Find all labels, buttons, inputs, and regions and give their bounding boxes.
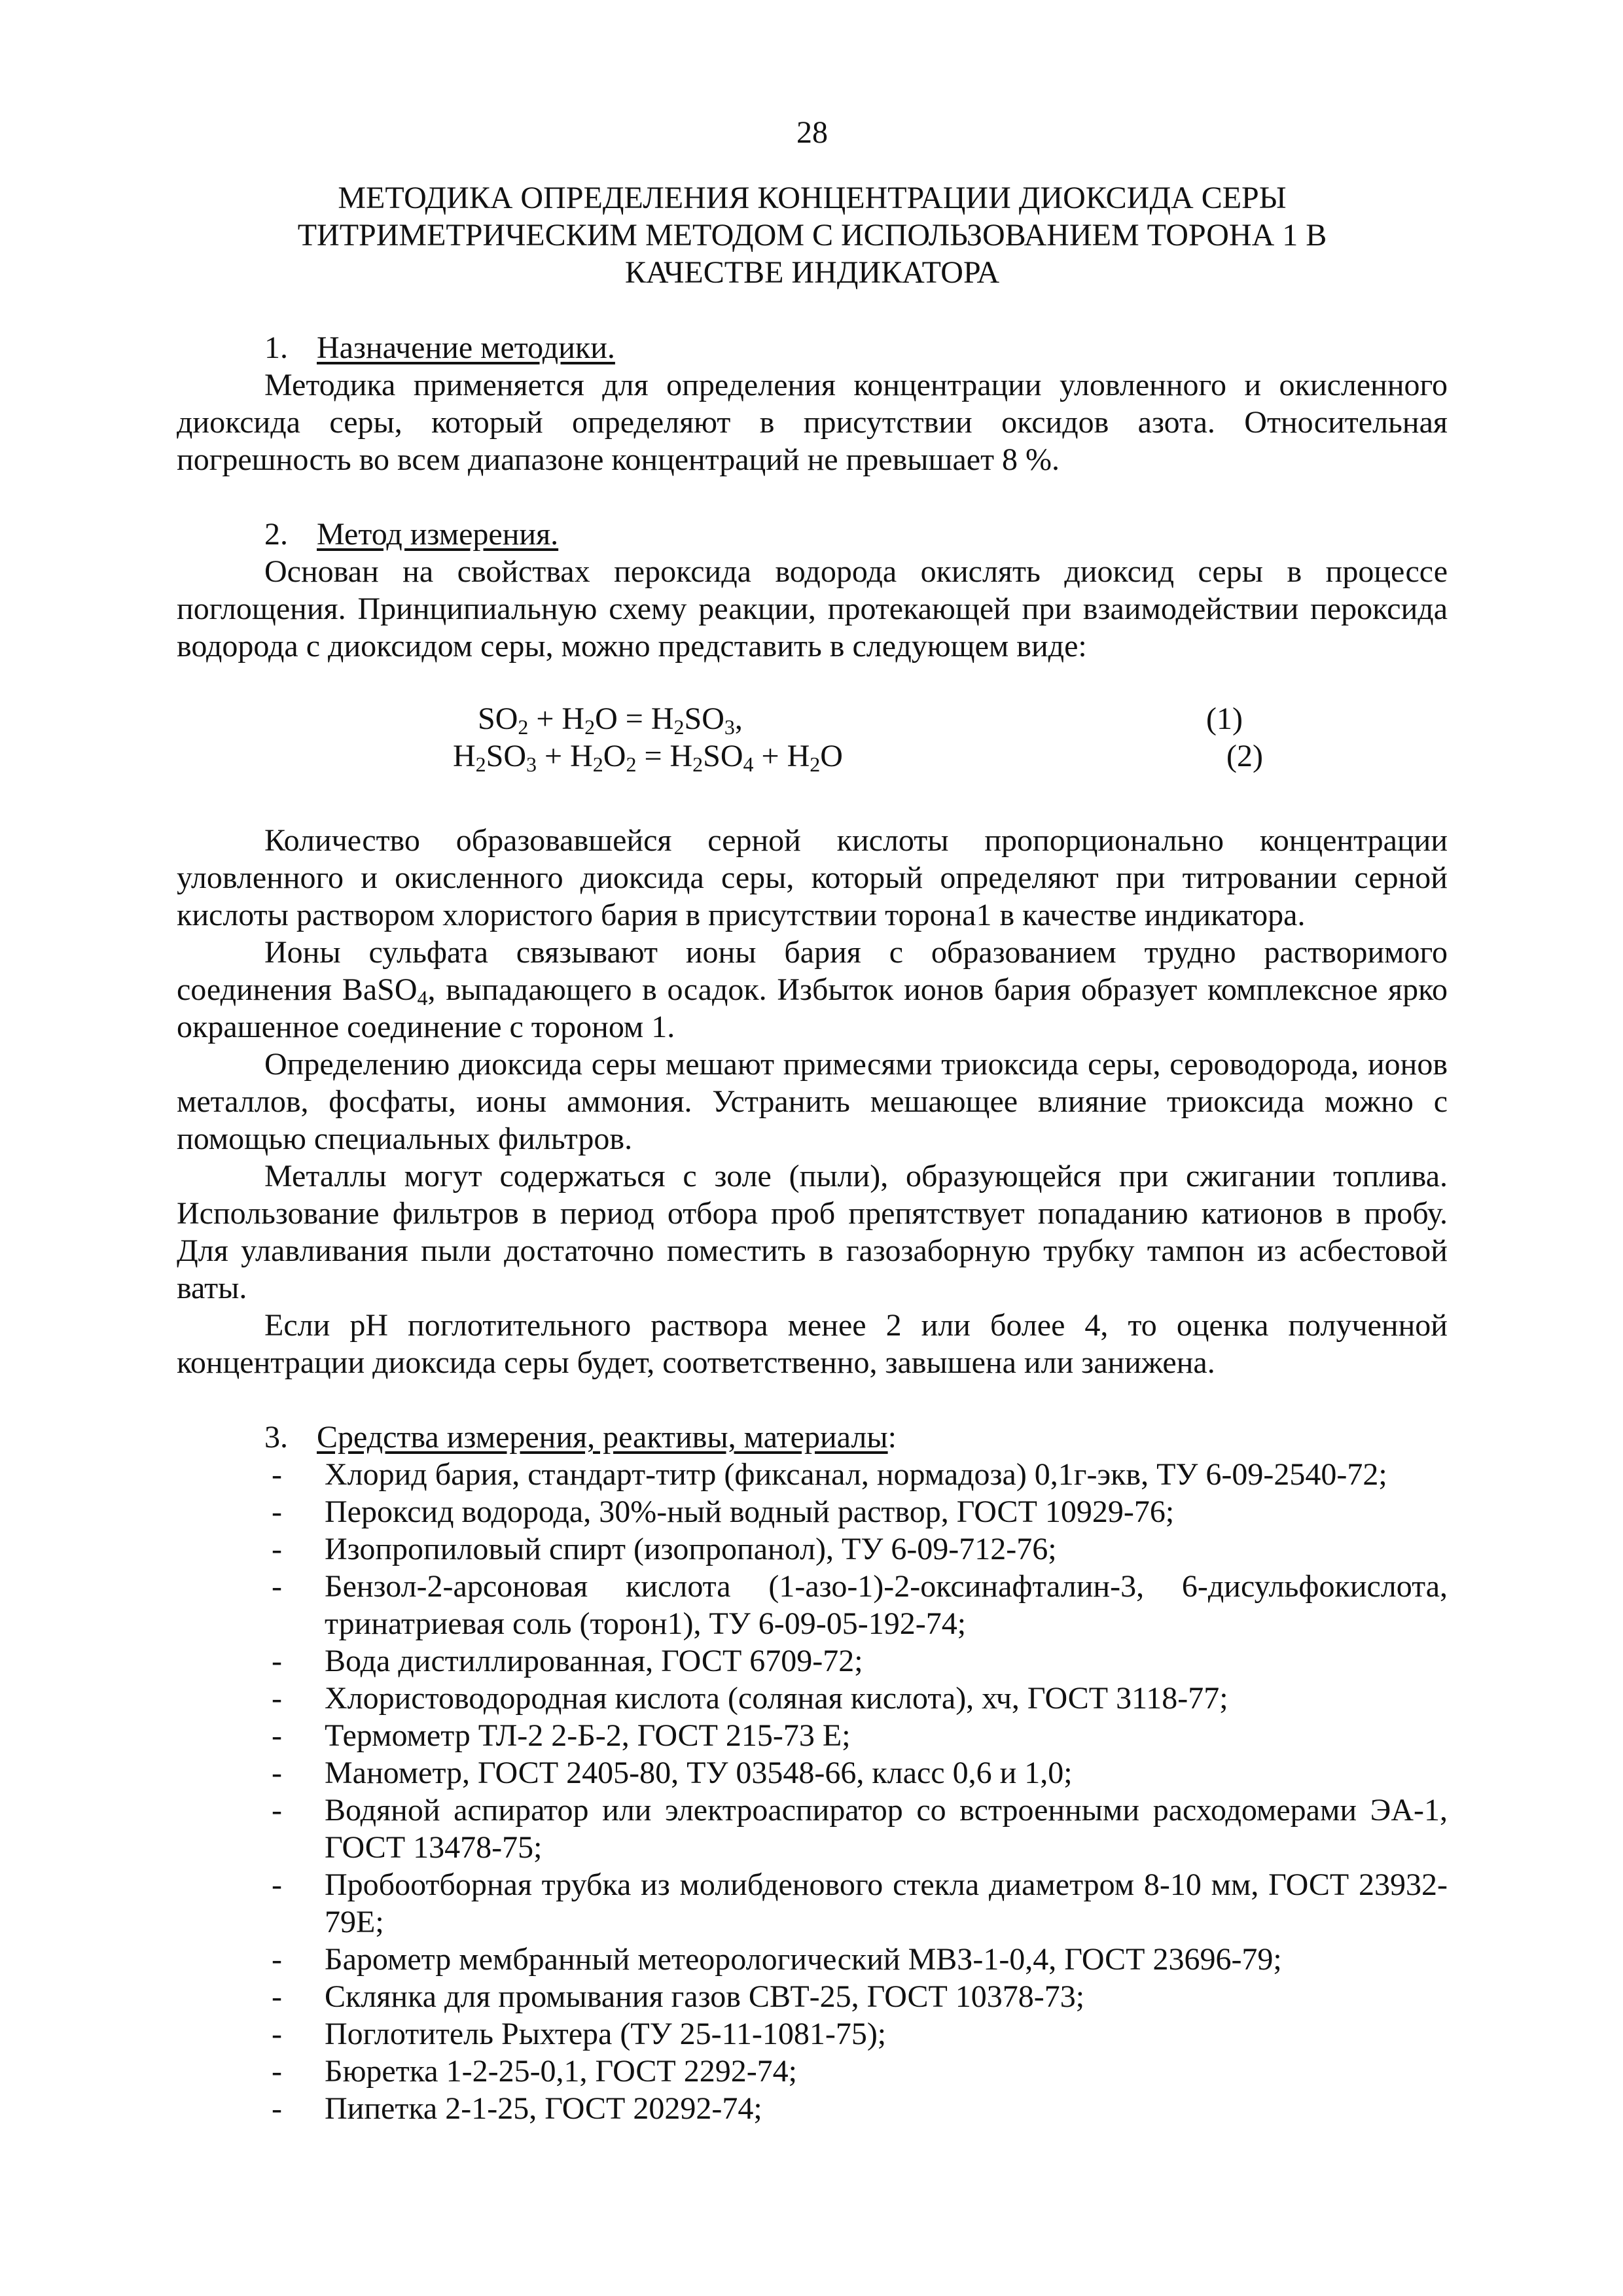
list-item-text: Барометр мембранный метеорологический МВЗ-1-0,4, ГОСТ 23696-79; xyxy=(325,1942,1282,1977)
materials-list-item xyxy=(177,1941,1448,1978)
page-number: 28 xyxy=(796,115,828,150)
list-item-text: Бензол-2-арсоновая кислота (1-азо-1)-2-оксинафталин-3, 6-дисульфокислота, тринатриевая соль (торон1), ТУ 6-09-05-192-74; xyxy=(325,1569,1448,1641)
document-title xyxy=(177,179,1448,291)
equation-1-number: (1) xyxy=(1206,701,1243,736)
list-bullet-dash: - xyxy=(272,1644,282,1678)
materials-list-item xyxy=(177,2053,1448,2090)
materials-list-item xyxy=(177,1456,1448,1493)
paragraph-sulfuric-acid: Количество образовавшейся серной кислоты пропорционально концентрации уловленного и окисленного диоксида серы, который определяют при титровании серной кислоты раствором хлористого бария в присутствии торона1 в качестве индикатора. xyxy=(177,823,1448,932)
materials-list-item xyxy=(177,1792,1448,1866)
list-bullet-dash: - xyxy=(272,1793,282,1828)
section-1-number: 1. xyxy=(264,330,288,365)
materials-list-item xyxy=(177,1717,1448,1754)
list-item-text: Водяной аспиратор или электроаспиратор со встроенными расходомерами ЭА-1, ГОСТ 13478-75; xyxy=(325,1793,1448,1865)
materials-list-item xyxy=(177,1754,1448,1792)
materials-list-item xyxy=(177,1978,1448,2015)
section-3-title: Средства измерения, реактивы, материалы xyxy=(317,1420,888,1455)
list-bullet-dash: - xyxy=(272,1494,282,1529)
section-3-heading xyxy=(177,1419,1448,1456)
section-2-heading xyxy=(177,516,1448,553)
list-bullet-dash: - xyxy=(272,1681,282,1716)
equation-2-number: (2) xyxy=(1226,739,1263,773)
equation-2 xyxy=(177,737,1448,775)
equation-1 xyxy=(177,700,1448,737)
list-bullet-dash: - xyxy=(272,1457,282,1492)
list-bullet-dash: - xyxy=(272,1979,282,2014)
materials-list-item xyxy=(177,2015,1448,2053)
list-item-text: Вода дистиллированная, ГОСТ 6709-72; xyxy=(325,1644,863,1678)
section-1-paragraph: Методика применяется для определения концентрации уловленного и окисленного диоксида серы, который определяют в присутствии оксидов азота. Относительная погрешность во всем диапазоне концентраций не превышает 8 %. xyxy=(177,368,1448,477)
materials-list-item xyxy=(177,1530,1448,1568)
section-3-title-colon: : xyxy=(887,1420,897,1455)
list-bullet-dash: - xyxy=(272,2017,282,2051)
list-item-text: Термометр ТЛ-2 2-Б-2, ГОСТ 215-73 Е; xyxy=(325,1718,851,1753)
list-bullet-dash: - xyxy=(272,1867,282,1902)
materials-list-item xyxy=(177,2090,1448,2127)
list-item-text: Склянка для промывания газов СВТ-25, ГОСТ 10378-73; xyxy=(325,1979,1085,2014)
title-line-3: КАЧЕСТВЕ ИНДИКАТОРА xyxy=(624,255,1000,290)
reaction-equations xyxy=(177,700,1448,775)
paragraph-ph: Если pH поглотительного раствора менее 2 или более 4, то оценка полученной концентрации диоксида серы будет, соответственно, завышена или занижена. xyxy=(177,1308,1448,1380)
list-item-text: Пероксид водорода, 30%-ный водный раствор, ГОСТ 10929-76; xyxy=(325,1494,1175,1529)
list-item-text: Поглотитель Рыхтера (ТУ 25-11-1081-75); xyxy=(325,2017,887,2051)
title-line-2: ТИТРИМЕТРИЧЕСКИМ МЕТОДОМ С ИСПОЛЬЗОВАНИЕМ ТОРОНА 1 В xyxy=(297,218,1327,253)
list-item-text: Изопропиловый спирт (изопропанол), ТУ 6-09-712-76; xyxy=(325,1532,1057,1566)
section-2-paragraph: Основан на свойствах пероксида водорода окислять диоксид серы в процессе поглощения. Принципиальную схему реакции, протекающей при взаимодействии пероксида водорода с диоксидом серы, можно представить в следующем виде: xyxy=(177,554,1448,663)
list-bullet-dash: - xyxy=(272,1942,282,1977)
materials-list-item xyxy=(177,1680,1448,1717)
list-bullet-dash: - xyxy=(272,1756,282,1790)
section-1-heading xyxy=(177,329,1448,366)
section-2-title: Метод измерения. xyxy=(317,517,559,552)
list-bullet-dash: - xyxy=(272,1718,282,1753)
list-item-text: Манометр, ГОСТ 2405-80, ТУ 03548-66, класс 0,6 и 1,0; xyxy=(325,1756,1073,1790)
list-item-text: Пробоотборная трубка из молибденового стекла диаметром 8-10 мм, ГОСТ 23932-79Е; xyxy=(325,1867,1448,1939)
list-bullet-dash: - xyxy=(272,2091,282,2126)
materials-list xyxy=(177,1456,1448,2127)
title-line-1: МЕТОДИКА ОПРЕДЕЛЕНИЯ КОНЦЕНТРАЦИИ ДИОКСИДА СЕРЫ xyxy=(338,181,1287,215)
materials-list-item xyxy=(177,1493,1448,1530)
paragraph-metals: Металлы могут содержаться с золе (пыли), образующейся при сжигании топлива. Использование фильтров в период отбора проб препятствует попаданию катионов в пробу. Для улавливания пыли достаточно поместить в газозаборную трубку тампон из асбестовой ваты. xyxy=(177,1159,1448,1305)
materials-list-item xyxy=(177,1642,1448,1680)
equation-2-formula: $H_2SO_3 + H_2O_2 = H_2SO_4 + H_2O$ xyxy=(453,739,843,776)
materials-list-item xyxy=(177,1866,1448,1941)
section-2-number: 2. xyxy=(264,517,288,552)
section-1-title: Назначение методики. xyxy=(317,330,615,365)
section-3-number: 3. xyxy=(264,1420,288,1455)
list-item-text: Хлорид бария, стандарт-титр (фиксанал, нормадоза) 0,1г-экв, ТУ 6-09-2540-72; xyxy=(325,1457,1387,1492)
list-item-text: Бюретка 1-2-25-0,1, ГОСТ 2292-74; xyxy=(325,2054,798,2089)
paragraph-barium-ions: Ионы сульфата связывают ионы бария с образованием трудно растворимого соединения BaSO$_4$, выпадающего в осадок. Избыток ионов бария образует комплексное ярко окрашенное соединение с тороном 1. xyxy=(177,935,1448,1044)
materials-list-item xyxy=(177,1568,1448,1642)
list-item-text: Хлористоводородная кислота (соляная кислота), хч, ГОСТ 3118-77; xyxy=(325,1681,1228,1716)
list-item-text: Пипетка 2-1-25, ГОСТ 20292-74; xyxy=(325,2091,762,2126)
paragraph-interference: Определению диоксида серы мешают примесями триоксида серы, сероводорода, ионов металлов, фосфаты, ионы аммония. Устранить мешающее влияние триоксида можно с помощью специальных фильтров. xyxy=(177,1047,1448,1156)
list-bullet-dash: - xyxy=(272,1569,282,1604)
list-bullet-dash: - xyxy=(272,1532,282,1566)
list-bullet-dash: - xyxy=(272,2054,282,2089)
equation-1-formula: $SO_2 + H_2O = H_2SO_3$, xyxy=(478,701,743,739)
